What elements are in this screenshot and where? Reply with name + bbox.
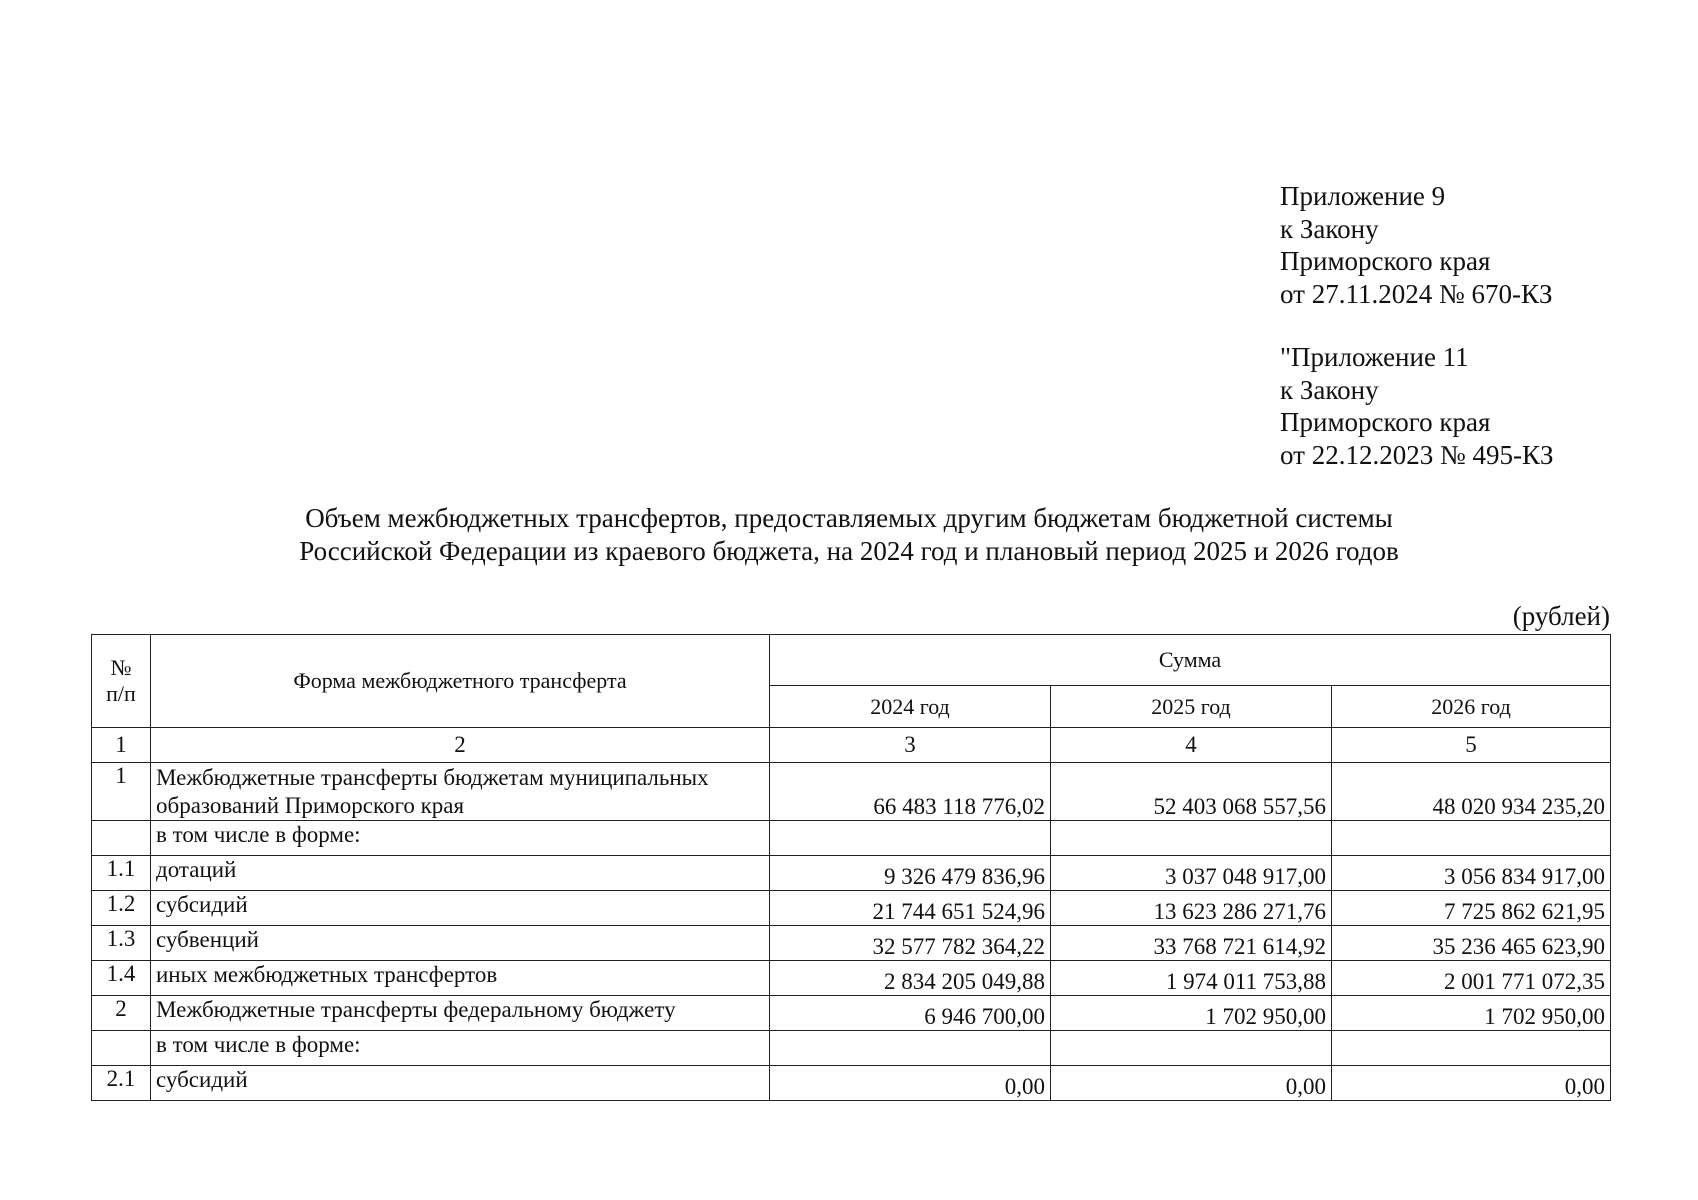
header-year-2024: 2024 год: [770, 686, 1051, 728]
row-value-2025: [1051, 1031, 1332, 1066]
document-title-line-2: Российской Федерации из краевого бюджета, на 2024 год и плановый период 2025 и 2026 годов: [299, 536, 1399, 566]
row-transfer-form: субсидий: [151, 891, 770, 926]
document-title-line-1: Объем межбюджетных трансфертов, предоставляемых другим бюджетам бюджетной системы: [305, 503, 1393, 533]
row-value-2024: 0,00: [770, 1066, 1051, 1101]
row-value-2026: [1332, 821, 1611, 856]
table-row: [92, 926, 1611, 961]
column-number-2: 2: [151, 728, 770, 763]
row-number: 2.1: [92, 1066, 151, 1101]
table-row: [92, 763, 1611, 821]
table-row: [92, 1031, 1611, 1066]
table-row: [92, 961, 1611, 996]
header-num: [92, 635, 151, 728]
row-transfer-form: дотаций: [151, 856, 770, 891]
row-value-2026: 1 702 950,00: [1332, 996, 1611, 1031]
appendix-amended-header: [1280, 341, 1553, 471]
table-row: [92, 891, 1611, 926]
transfers-table: [91, 634, 1611, 1101]
row-value-2024: [770, 821, 1051, 856]
appendix-current-line-4: от 27.11.2024 № 670-КЗ: [1280, 278, 1553, 309]
row-value-2024: 21 744 651 524,96: [770, 891, 1051, 926]
table-row: [92, 856, 1611, 891]
appendix-amended-line-4: от 22.12.2023 № 495-КЗ: [1280, 439, 1554, 470]
header-year-2026: 2026 год: [1332, 686, 1611, 728]
row-value-2025: 1 974 011 753,88: [1051, 961, 1332, 996]
header-form: Форма межбюджетного трансферта: [151, 635, 770, 728]
header-sum: Сумма: [770, 635, 1611, 686]
column-number-5: 5: [1332, 728, 1611, 763]
row-value-2024: 9 326 479 836,96: [770, 856, 1051, 891]
row-value-2024: 32 577 782 364,22: [770, 926, 1051, 961]
row-value-2025: 1 702 950,00: [1051, 996, 1332, 1031]
row-value-2025: 33 768 721 614,92: [1051, 926, 1332, 961]
row-transfer-form: Межбюджетные трансферты федеральному бюджету: [151, 996, 770, 1031]
table-row: [92, 1066, 1611, 1101]
row-transfer-form: субвенций: [151, 926, 770, 961]
table-header: [92, 635, 1611, 728]
row-value-2025: 52 403 068 557,56: [1051, 763, 1332, 821]
appendix-current-line-2: к Закону: [1280, 213, 1379, 244]
row-transfer-form: Межбюджетные трансферты бюджетам муниципальных образований Приморского края: [151, 763, 770, 821]
row-value-2026: [1332, 1031, 1611, 1066]
row-transfer-form: в том числе в форме:: [151, 821, 770, 856]
row-number: 1.3: [92, 926, 151, 961]
appendix-current-line-1: Приложение 9: [1280, 181, 1446, 211]
appendix-current-line-3: Приморского края: [1280, 246, 1491, 276]
row-number: [92, 1031, 151, 1066]
appendix-current-header: [1280, 180, 1552, 310]
column-number-4: 4: [1051, 728, 1332, 763]
row-value-2026: 3 056 834 917,00: [1332, 856, 1611, 891]
row-value-2024: [770, 1031, 1051, 1066]
header-year-2025: 2025 год: [1051, 686, 1332, 728]
appendix-amended-line-3: Приморского края: [1280, 407, 1491, 437]
appendix-amended-line-1: "Приложение 11: [1280, 342, 1469, 372]
row-number: 1.2: [92, 891, 151, 926]
document-title: [150, 502, 1548, 568]
row-number: [92, 821, 151, 856]
row-transfer-form: иных межбюджетных трансфертов: [151, 961, 770, 996]
row-number: 2: [92, 996, 151, 1031]
column-number-row: [92, 728, 1611, 763]
column-number-1: 1: [92, 728, 151, 763]
row-value-2026: 48 020 934 235,20: [1332, 763, 1611, 821]
table-body: [92, 763, 1611, 1101]
row-value-2026: 0,00: [1332, 1066, 1611, 1101]
row-value-2025: 0,00: [1051, 1066, 1332, 1101]
row-value-2026: 2 001 771 072,35: [1332, 961, 1611, 996]
row-transfer-form: в том числе в форме:: [151, 1031, 770, 1066]
row-value-2026: 7 725 862 621,95: [1332, 891, 1611, 926]
row-value-2025: 3 037 048 917,00: [1051, 856, 1332, 891]
column-number-3: 3: [770, 728, 1051, 763]
row-transfer-form: субсидий: [151, 1066, 770, 1101]
row-value-2025: 13 623 286 271,76: [1051, 891, 1332, 926]
row-number: 1.4: [92, 961, 151, 996]
row-number: 1: [92, 763, 151, 821]
row-value-2026: 35 236 465 623,90: [1332, 926, 1611, 961]
header-num-label: № п/п: [106, 655, 136, 706]
row-value-2024: 2 834 205 049,88: [770, 961, 1051, 996]
row-value-2025: [1051, 821, 1332, 856]
units-label: (рублей): [1512, 601, 1610, 631]
table-row: [92, 821, 1611, 856]
row-number: 1.1: [92, 856, 151, 891]
table-row: [92, 996, 1611, 1031]
row-value-2024: 66 483 118 776,02: [770, 763, 1051, 821]
appendix-amended-line-2: к Закону: [1280, 374, 1379, 405]
row-value-2024: 6 946 700,00: [770, 996, 1051, 1031]
